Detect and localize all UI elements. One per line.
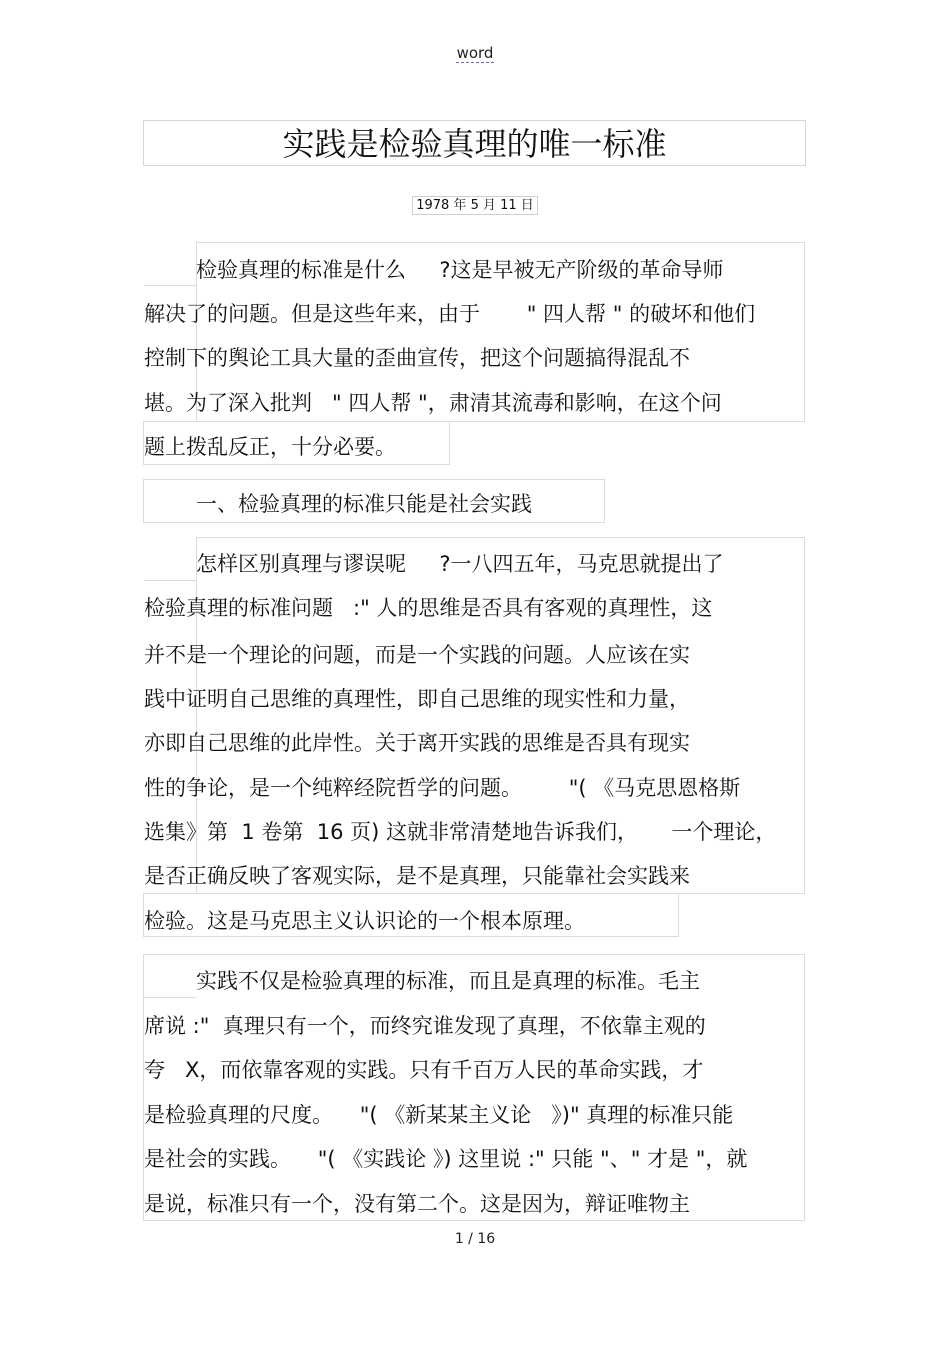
paragraph-line: 践中证明自己思维的真理性，即自己思维的现实性和力量，: [144, 687, 690, 711]
paragraph-line: 席说 :" 真理只有一个，而终究谁发现了真理，不依靠主观的: [144, 1014, 706, 1038]
paragraph-2-indent: [144, 580, 196, 581]
section-heading: 一、检验真理的标准只能是社会实践: [196, 492, 532, 516]
paragraph-line: 堪。为了深入批判 " 四人帮 "，肃清其流毒和影响，在这个问: [144, 391, 722, 415]
paragraph-line: 亦即自己思维的此岸性。关于离开实践的思维是否具有现实: [144, 731, 690, 755]
page-number: 1 / 16: [454, 1231, 496, 1247]
paragraph-line: 实践不仅是检验真理的标准，而且是真理的标准。毛主: [196, 969, 700, 993]
paragraph-line: 是否正确反映了客观实际，是不是真理，只能靠社会实践来: [144, 864, 690, 888]
paragraph-line: 性的争论，是一个纯粹经院哲学的问题。 "( 《马克思恩格斯: [144, 776, 741, 800]
paragraph-3-indent: [144, 997, 196, 998]
paragraph-line: 检验。这是马克思主义认识论的一个根本原理。: [144, 909, 585, 933]
paragraph-line: 检验真理的标准问题 :" 人的思维是否具有客观的真理性，这: [144, 596, 713, 620]
paragraph-1-indent: [144, 285, 196, 286]
paragraph-line: 是检验真理的尺度。 "( 《新某某主义论 》)" 真理的标准只能: [144, 1103, 734, 1127]
paragraph-line: 题上拨乱反正，十分必要。: [144, 435, 396, 459]
paragraph-line: 怎样区别真理与谬误呢 ?一八四五年，马克思就提出了: [196, 552, 724, 576]
page-header: [0, 44, 950, 62]
paragraph-line: 并不是一个理论的问题，而是一个实践的问题。人应该在实: [144, 643, 690, 667]
document-date-container: [0, 194, 950, 213]
document-date: 1978 年 5 月 11 日: [412, 196, 538, 215]
paragraph-line: 解决了的问题。但是这些年来，由于 " 四人帮 " 的破坏和他们: [144, 302, 756, 326]
paragraph-line: 夸 X，而依靠客观的实践。只有千百万人民的革命实践，才: [144, 1058, 704, 1082]
paragraph-line: 选集》第 1 卷第 16 页) 这就非常清楚地告诉我们， 一个理论，: [144, 820, 777, 844]
paragraph-line: 控制下的舆论工具大量的歪曲宣传，把这个问题搞得混乱不: [144, 346, 690, 370]
header-label: word: [456, 44, 494, 62]
paragraph-line: 是社会的实践。 "( 《实践论 》) 这里说 :" 只能 "、" 才是 "，就: [144, 1147, 748, 1171]
paragraph-line: 检验真理的标准是什么 ?这是早被无产阶级的革命导师: [196, 258, 724, 282]
document-title: 实践是检验真理的唯一标准: [143, 120, 806, 166]
paragraph-line: 是说，标准只有一个，没有第二个。这是因为，辩证唯物主: [144, 1192, 690, 1216]
